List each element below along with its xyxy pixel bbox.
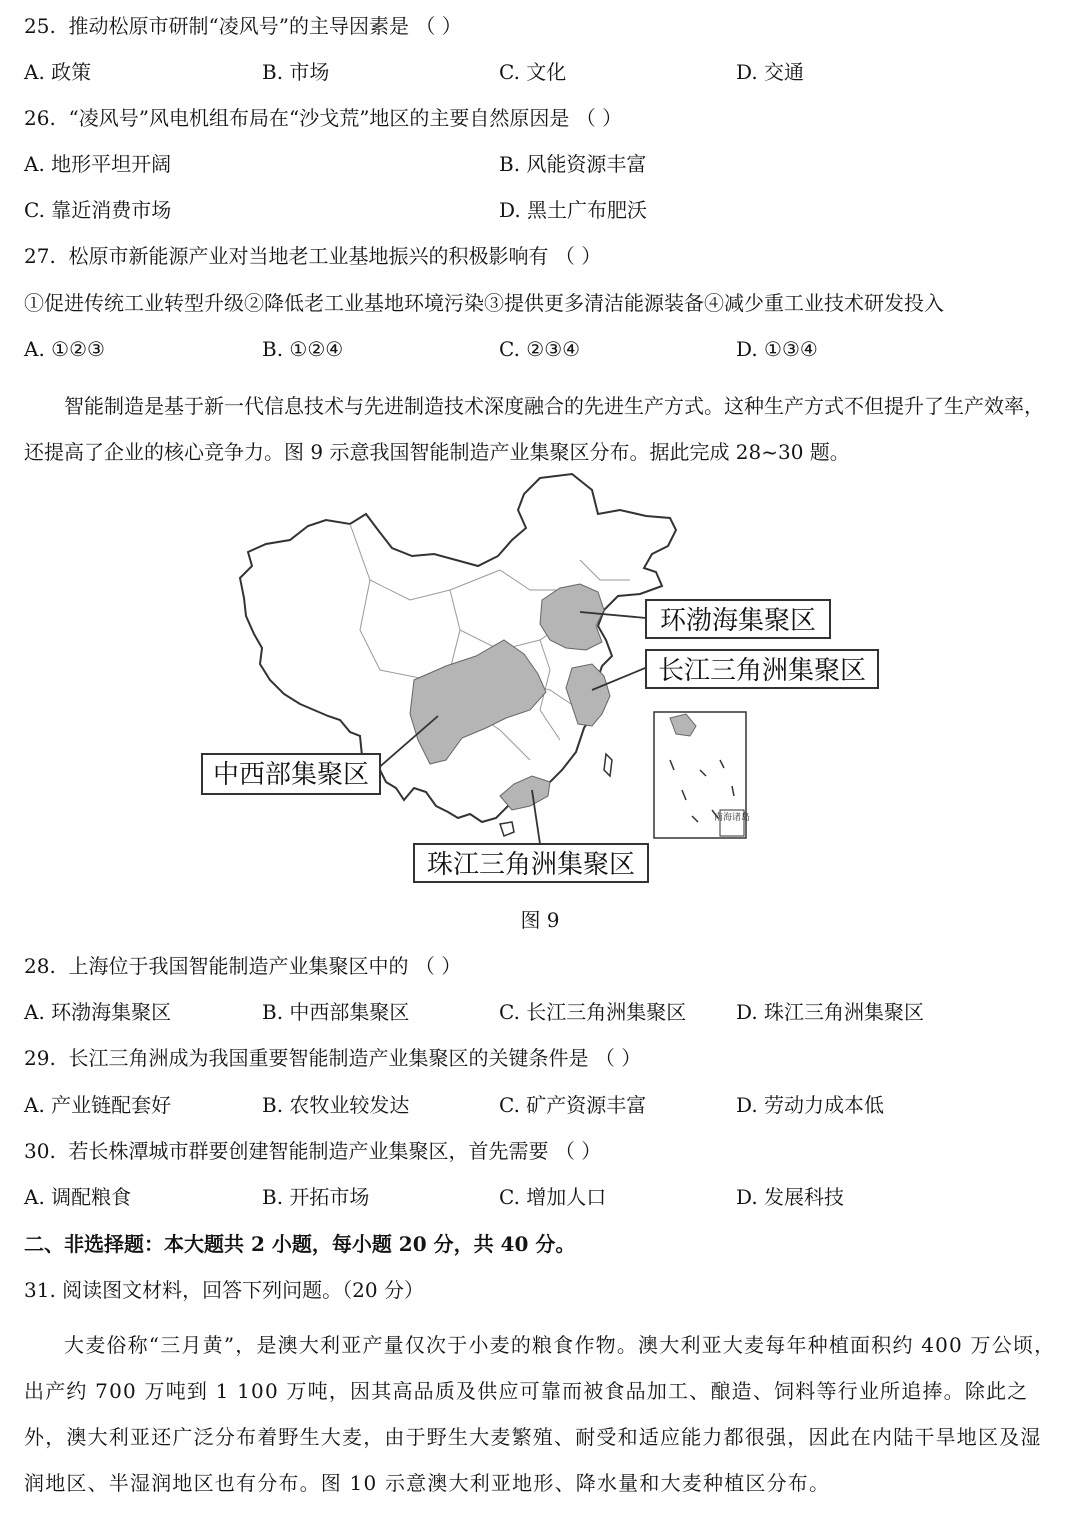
q27-option-a[interactable]: A. ①②③ — [24, 337, 105, 361]
q30-option-d[interactable]: D. 发展科技 — [736, 1185, 845, 1209]
svg-text:珠江三角洲集聚区: 珠江三角洲集聚区 — [426, 850, 636, 880]
svg-text:长江三角洲集聚区: 长江三角洲集聚区 — [657, 656, 867, 686]
hainan-island — [500, 822, 514, 836]
svg-text:环渤海集聚区: 环渤海集聚区 — [659, 606, 817, 636]
question-25-stem: 25. 推动松原市研制“凌风号”的主导因素是 （ ） — [24, 14, 462, 38]
question-29-stem: 29. 长江三角洲成为我国重要智能制造产业集聚区的关键条件是 （ ） — [24, 1046, 642, 1070]
q29-option-a[interactable]: A. 产业链配套好 — [24, 1093, 172, 1117]
q27-option-d[interactable]: D. ①③④ — [736, 337, 818, 361]
q30-option-b[interactable]: B. 开拓市场 — [262, 1185, 370, 1209]
q30-option-a[interactable]: A. 调配粮食 — [24, 1185, 132, 1209]
question-31-paragraph: 大麦俗称“三月黄”，是澳大利亚产量仅次于小麦的粮食作物。澳大利亚大麦每年种植面积约 400 万公顷，出产约 700 万吨到 1 100 万吨，因其高品质及供应可靠而被食品加工、酿造、饲料等行业所追捧。除此之外，澳大利亚还广泛分布着野生大麦，由于野生大麦繁殖、耐受和适应能力都很强，因此在内陆干旱地区及湿润地区、半湿润地区也有分布。图 10 示意澳大利亚地形、降水量和大麦种植区分布。 — [24, 1333, 1056, 1495]
label-bohai — [646, 600, 830, 638]
figure-caption: 图 9 — [520, 908, 560, 932]
q28-option-a[interactable]: A. 环渤海集聚区 — [24, 1000, 172, 1024]
svg-text:中西部集聚区: 中西部集聚区 — [212, 760, 370, 790]
q27-statements: ①促进传统工业转型升级②降低老工业基地环境污染③提供更多清洁能源装备④减少重工业技术研发投入 — [24, 291, 944, 315]
q28-option-d[interactable]: D. 珠江三角洲集聚区 — [736, 1000, 925, 1024]
south-china-sea-inset — [654, 712, 750, 838]
q27-option-c[interactable]: C. ②③④ — [499, 337, 581, 361]
q25-option-d[interactable]: D. 交通 — [736, 60, 805, 84]
q26-option-b[interactable]: B. 风能资源丰富 — [499, 152, 647, 176]
label-central-west — [202, 754, 380, 794]
q28-option-c[interactable]: C. 长江三角洲集聚区 — [499, 1000, 687, 1024]
label-pearl — [414, 844, 648, 882]
taiwan-island — [604, 754, 612, 776]
label-yangtze — [646, 650, 878, 688]
q26-option-c[interactable]: C. 靠近消费市场 — [24, 198, 172, 222]
q29-option-c[interactable]: C. 矿产资源丰富 — [499, 1093, 647, 1117]
section2-heading: 二、非选择题：本大题共 2 小题，每小题 20 分，共 40 分。 — [24, 1232, 576, 1256]
q27-option-b[interactable]: B. ①②④ — [262, 337, 344, 361]
q25-option-c[interactable]: C. 文化 — [499, 60, 567, 84]
china-cluster-map — [200, 470, 900, 900]
question-31-title: 31. 阅读图文材料，回答下列问题。（20 分） — [24, 1278, 424, 1302]
q28-option-b[interactable]: B. 中西部集聚区 — [262, 1000, 410, 1024]
inset-label: 南海诸岛 — [713, 813, 751, 823]
question-30-stem: 30. 若长株潭城市群要创建智能制造产业集聚区，首先需要 （ ） — [24, 1139, 602, 1163]
q26-option-a[interactable]: A. 地形平坦开阔 — [24, 152, 172, 176]
question-28-stem: 28. 上海位于我国智能制造产业集聚区中的 （ ） — [24, 954, 462, 978]
question-26-stem: 26. “凌风号”风电机组布局在“沙戈荒”地区的主要自然原因是 （ ） — [24, 106, 623, 130]
q25-option-b[interactable]: B. 市场 — [262, 60, 330, 84]
q29-option-d[interactable]: D. 劳动力成本低 — [736, 1093, 885, 1117]
question-27-stem: 27. 松原市新能源产业对当地老工业基地振兴的积极影响有 （ ） — [24, 244, 602, 268]
q29-option-b[interactable]: B. 农牧业较发达 — [262, 1093, 410, 1117]
intro-paragraph: 智能制造是基于新一代信息技术与先进制造技术深度融合的先进生产方式。这种生产方式不但提升了生产效率，还提高了企业的核心竞争力。图 9 示意我国智能制造产业集聚区分布。据此完成 28~30 题。 — [24, 394, 1044, 464]
q26-option-d[interactable]: D. 黑土广布肥沃 — [499, 198, 648, 222]
q25-option-a[interactable]: A. 政策 — [24, 60, 92, 84]
q30-option-c[interactable]: C. 增加人口 — [499, 1185, 607, 1209]
